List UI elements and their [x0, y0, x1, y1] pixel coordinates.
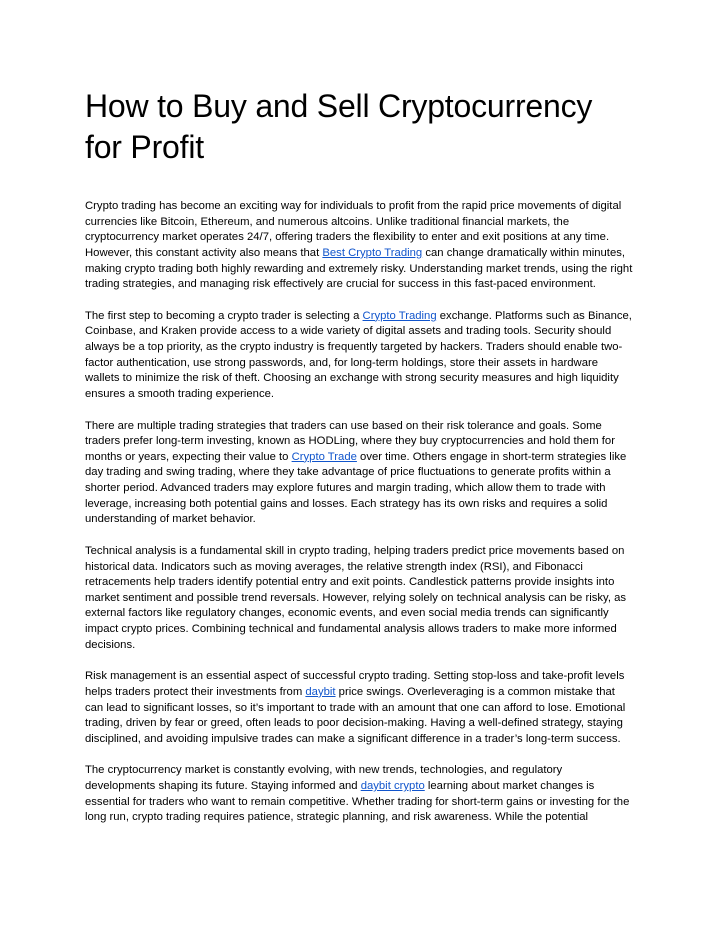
paragraph-text: exchange. Platforms such as Binance, Coinbase, and Kraken provide access to a wide variety of digital assets and trading tools. Security should always be a top priority, as the crypto industry is frequently targeted by hackers. Traders should enable two-factor authentication, use strong passwords, and, for long-term holdings, store their assets in hardware wallets to minimize the risk of theft. Choosing an exchange with strong security measures and high liquidity ensures a smooth trading experience. — [85, 309, 632, 400]
paragraph-text: Risk management is an essential aspect of successful crypto trading. Setting stop-loss and take-profit levels helps traders protect their investments from — [85, 670, 625, 698]
paragraph-text: learning about market changes is essential for traders who want to remain competitive. Whether trading for short-term gains or investing for the long run, crypto trading requires patience, strategic planning, and risk awareness. While the potential — [85, 780, 630, 824]
paragraph-text: There are multiple trading strategies that traders can use based on their risk tolerance and goals. Some traders prefer long-term investing, known as HODLing, where they buy cryptocurrencies and hold them for months or years, expecting their value to — [85, 419, 615, 463]
document-body — [85, 199, 635, 826]
paragraph-text: The cryptocurrency market is constantly evolving, with new trends, technologies, and regulatory developments shaping its future. Staying informed and — [85, 764, 563, 792]
paragraph-market-evolution — [85, 763, 635, 826]
document-title: How to Buy and Sell Cryptocurrency for Profit — [85, 88, 593, 165]
daybit-crypto-link[interactable]: daybit crypto — [360, 780, 425, 792]
document-page — [85, 86, 635, 842]
paragraph-intro — [85, 199, 635, 293]
paragraph-text: over time. Others engage in short-term strategies like day trading and swing trading, where they take advantage of price fluctuations to generate profits within a shorter period. Advanced traders may explore futures and margin trading, which allow them to trade with leverage, increasing both potential gains and losses. Each strategy has its own risks and requires a solid understanding of market behavior. — [85, 450, 627, 526]
paragraph-exchange — [85, 309, 635, 403]
paragraph-strategies — [85, 419, 635, 528]
paragraph-text: can change dramatically within minutes, making crypto trading both highly rewarding and extremely risky. Understanding market trends, using the right trading strategies, and managing risk effectively are crucial for success in this fast-paced environment. — [85, 246, 633, 291]
paragraph-risk-management — [85, 669, 635, 747]
crypto-trade-link[interactable]: Crypto Trade — [291, 450, 357, 463]
best-crypto-trading-link[interactable]: Best Crypto Trading — [322, 246, 423, 259]
paragraph-text: The first step to becoming a crypto trader is selecting a — [85, 309, 363, 322]
crypto-trading-link[interactable]: Crypto Trading — [362, 309, 437, 322]
paragraph-technical-analysis: Technical analysis is a fundamental skill in crypto trading, helping traders predict price movements based on historical data. Indicators such as moving averages, the relative strength index (RSI), and Fibonacci retracements help traders identify potential entry and exit points. Candlestick patterns provide insights into market sentiment and possible trend reversals. However, relying solely on technical analysis can be risky, as external factors like regulatory changes, economic events, and even social media trends can significantly impact crypto prices. Combining technical and fundamental analysis allows traders to make more informed decisions. — [85, 544, 627, 651]
paragraph-text: Crypto trading has become an exciting way for individuals to profit from the rapid price movements of digital currencies like Bitcoin, Ethereum, and numerous altcoins. Unlike traditional financial markets, the cryptocurrency market operates 24/7, offering traders the flexibility to enter and exit positions at any time. However, this constant activity also means that — [85, 200, 622, 259]
daybit-link[interactable]: daybit — [305, 685, 336, 698]
paragraph-text: price swings. Overleveraging is a common mistake that can lead to significant losses, so it’s important to trade with an amount that one can afford to lose. Emotional trading, driven by fear or greed, often leads to poor decision-making. Having a well-defined strategy, staying disciplined, and avoiding impulsive trades can make a significant difference in a trader’s long-term success. — [85, 685, 626, 745]
